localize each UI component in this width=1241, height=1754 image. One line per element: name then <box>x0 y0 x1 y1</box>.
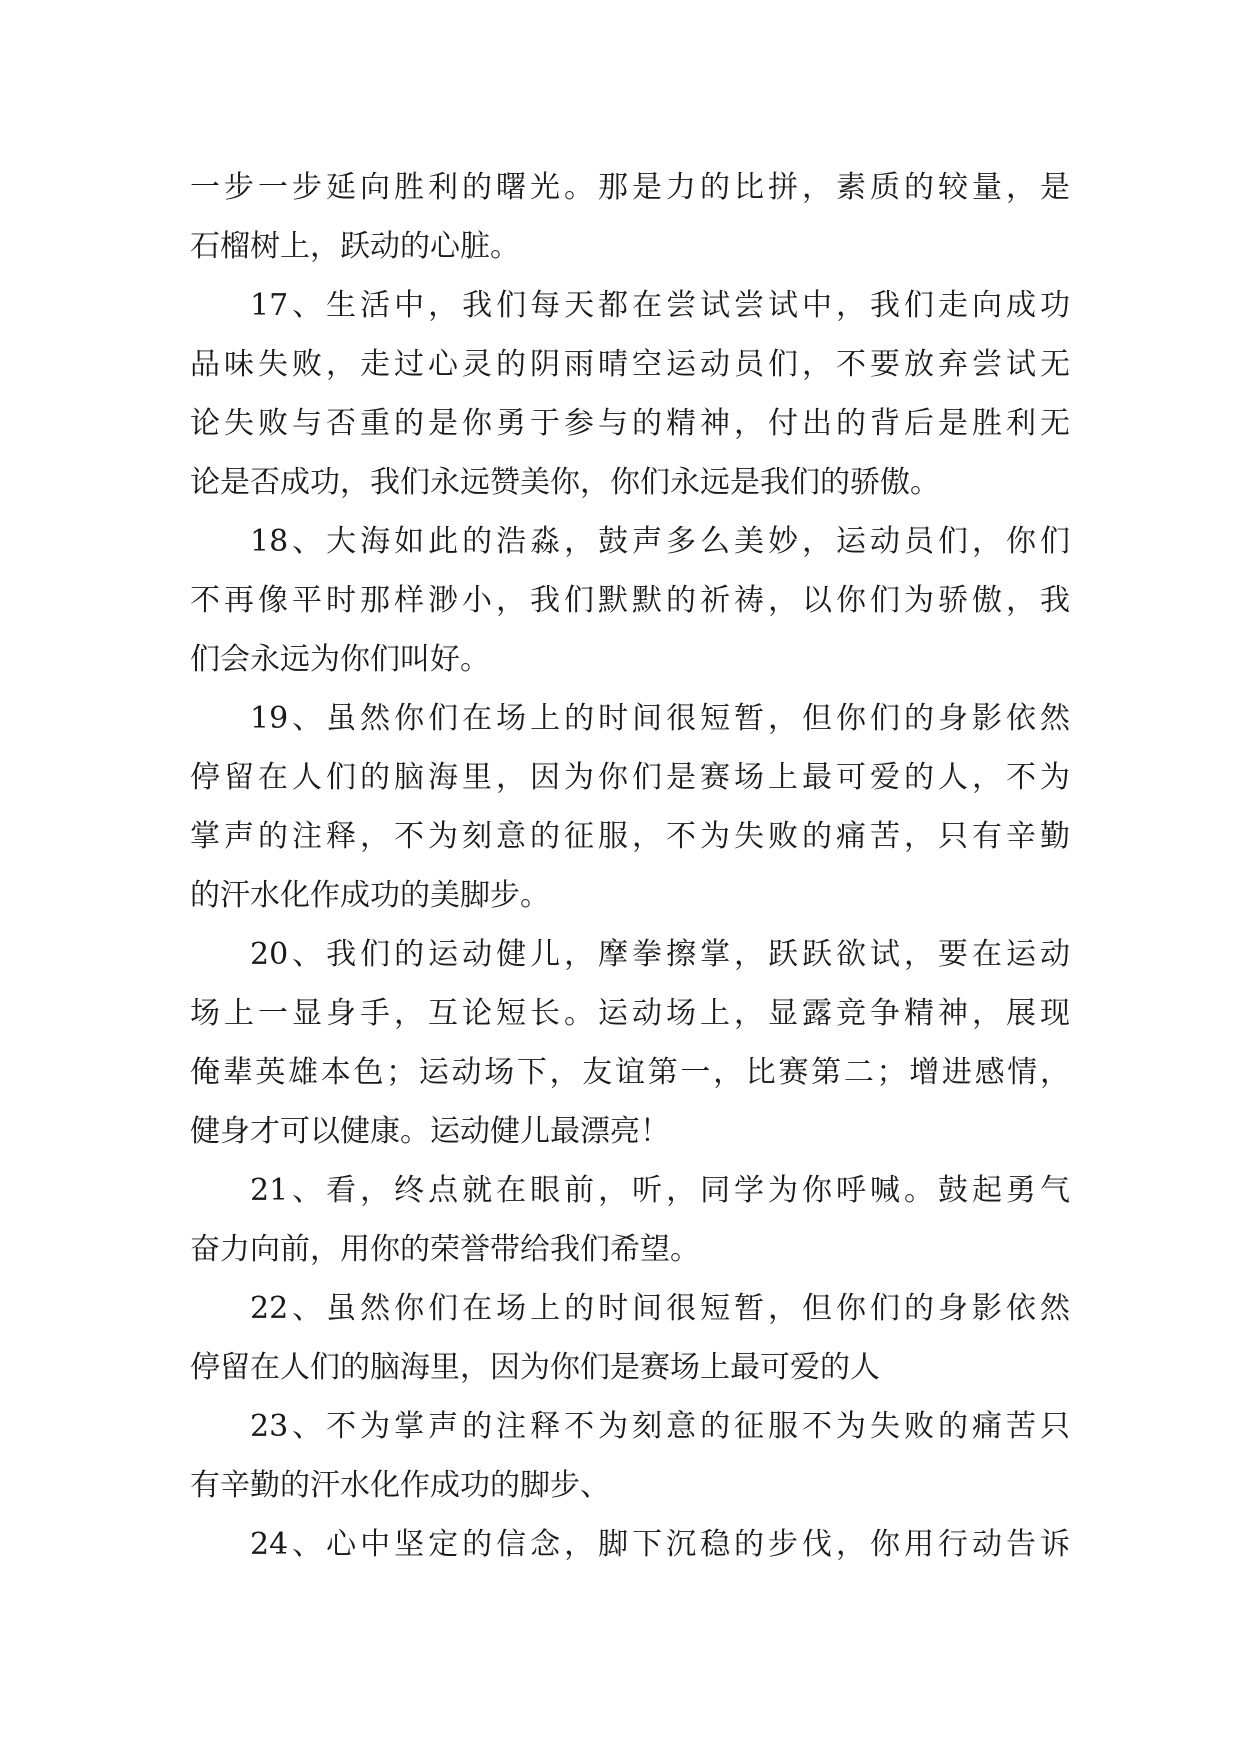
text-line: 17、生活中，我们每天都在尝试尝试中，我们走向成功 <box>250 288 1070 323</box>
paragraph-19 <box>190 689 1070 925</box>
text-line: 场上一显身手，互论短长。运动场上，显露竞争精神，展现 <box>190 996 1070 1031</box>
paragraph-17 <box>190 276 1070 512</box>
text-line: 22、虽然你们在场上的时间很短暂，但你们的身影依然 <box>250 1291 1070 1326</box>
text-line: 停留在人们的脑海里，因为你们是赛场上最可爱的人，不为 <box>190 760 1070 795</box>
text-line: 们会永远为你们叫好。 <box>190 642 490 677</box>
text-line: 掌声的注释，不为刻意的征服，不为失败的痛苦，只有辛勤 <box>190 819 1070 854</box>
text-line: 23、不为掌声的注释不为刻意的征服不为失败的痛苦只 <box>250 1409 1070 1444</box>
text-line: 24、心中坚定的信念，脚下沉稳的步伐，你用行动告诉 <box>250 1527 1070 1562</box>
text-line: 奋力向前，用你的荣誉带给我们希望。 <box>190 1232 700 1267</box>
paragraph-22 <box>190 1279 1070 1397</box>
text-line: 健身才可以健康。运动健儿最漂亮！ <box>190 1114 670 1149</box>
paragraph-21 <box>190 1161 1070 1279</box>
text-line: 论失败与否重的是你勇于参与的精神，付出的背后是胜利无 <box>190 406 1070 441</box>
text-line: 一步一步延向胜利的曙光。那是力的比拼，素质的较量，是 <box>190 170 1070 205</box>
text-line: 18、大海如此的浩淼，鼓声多么美妙，运动员们，你们 <box>250 524 1070 559</box>
text-line: 的汗水化作成功的美脚步。 <box>190 878 550 913</box>
document-body <box>190 158 1070 1574</box>
paragraph-23 <box>190 1397 1070 1515</box>
paragraph-continued <box>190 158 1070 276</box>
paragraph-18 <box>190 512 1070 689</box>
paragraph-20 <box>190 925 1070 1161</box>
text-line: 品味失败，走过心灵的阴雨晴空运动员们，不要放弃尝试无 <box>190 347 1070 382</box>
text-line: 20、我们的运动健儿，摩拳擦掌，跃跃欲试，要在运动 <box>250 937 1070 972</box>
text-line: 论是否成功，我们永远赞美你，你们永远是我们的骄傲。 <box>190 465 940 500</box>
paragraph-24 <box>190 1515 1070 1574</box>
text-line: 21、看，终点就在眼前，听，同学为你呼喊。鼓起勇气 <box>250 1173 1070 1208</box>
text-line: 停留在人们的脑海里，因为你们是赛场上最可爱的人 <box>190 1350 880 1385</box>
text-line: 19、虽然你们在场上的时间很短暂，但你们的身影依然 <box>250 701 1070 736</box>
text-line: 俺辈英雄本色；运动场下，友谊第一，比赛第二；增进感情， <box>190 1055 1070 1090</box>
text-line: 不再像平时那样渺小，我们默默的祈祷，以你们为骄傲，我 <box>190 583 1070 618</box>
text-line: 石榴树上，跃动的心脏。 <box>190 229 520 264</box>
text-line: 有辛勤的汗水化作成功的脚步、 <box>190 1468 610 1503</box>
